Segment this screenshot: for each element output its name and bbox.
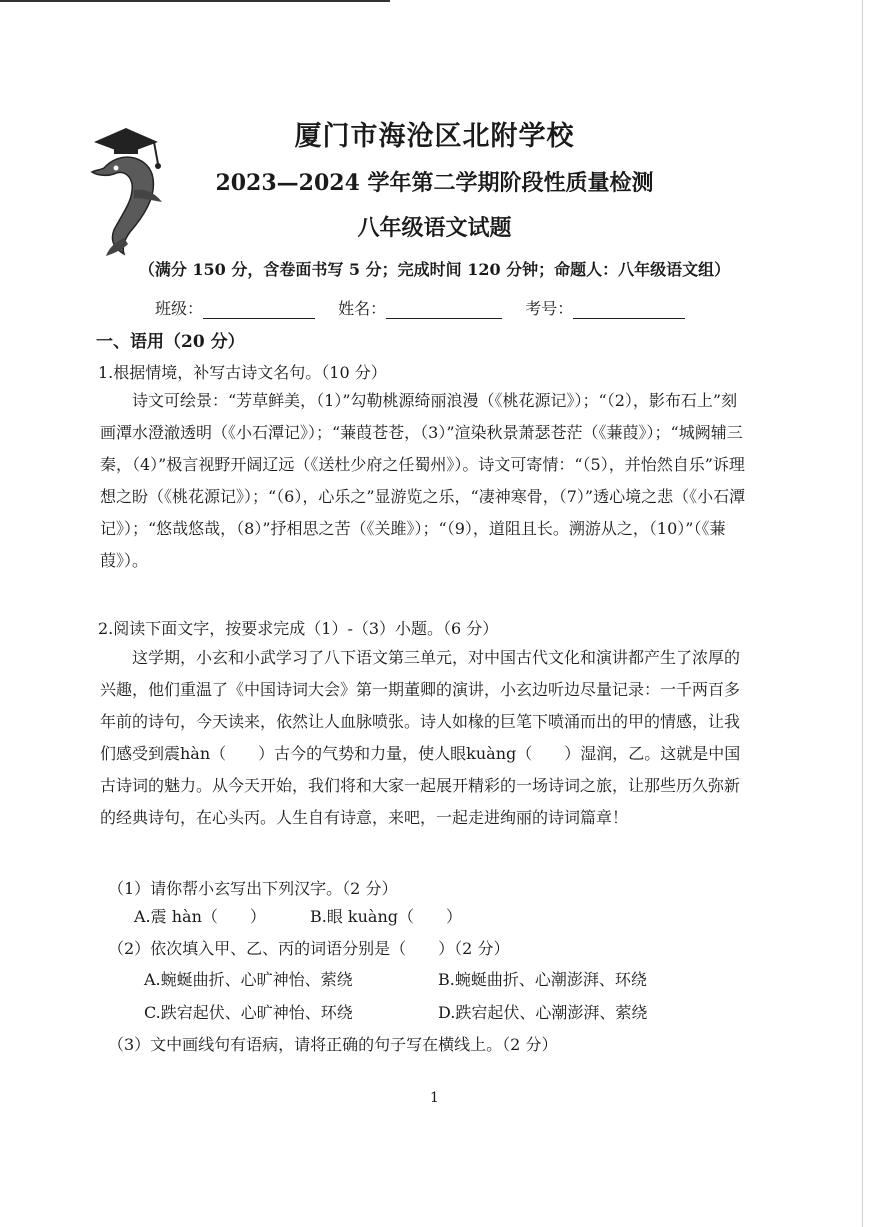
q2-sub2-option-a: A.蜿蜒曲折、心旷神怡、萦绕: [144, 970, 353, 989]
q2-sub1-title: （1）请你帮小玄写出下列汉字。（2 分）: [108, 879, 398, 898]
q2-title: 2.阅读下面文字，按要求完成（1）-（3）小题。（6 分）: [98, 619, 499, 638]
school-title: 厦门市海沧区北附学校: [294, 121, 575, 152]
term-title: 2023—2024 学年第二学期阶段性质量检测: [215, 170, 654, 196]
q2-sub2-option-c: C.跌宕起伏、心旷神怡、环绕: [144, 1003, 353, 1022]
name-blank[interactable]: [386, 304, 502, 319]
q2-sub3-title: （3）文中画线句有语病，请将正确的句子写在横线上。（2 分）: [108, 1035, 558, 1054]
q2-sub2-option-b: B.蜿蜒曲折、心潮澎湃、环绕: [438, 970, 647, 989]
student-info-fields: [155, 296, 703, 319]
exam-number-label: 考号：: [525, 299, 574, 318]
q2-sub2-title: （2）依次填入甲、乙、丙的词语分别是（ ）（2 分）: [108, 939, 510, 958]
exam-meta: （满分 150 分，含卷面书写 5 分；完成时间 120 分钟；命题人：八年级语文组）: [138, 260, 731, 279]
name-label: 姓名：: [338, 299, 387, 318]
q2-sub1-option-a: A.震 hàn（ ）: [134, 907, 266, 926]
subject-title: 八年级语文试题: [357, 215, 512, 241]
class-label: 班级：: [155, 299, 204, 318]
exam-number-field[interactable]: [525, 296, 685, 319]
section-title: 一、语用（20 分）: [96, 332, 245, 352]
class-field[interactable]: [155, 296, 315, 319]
scan-edge-top: [0, 0, 390, 2]
q1-text: 诗文可绘景：“芳草鲜美，（1）”勾勒桃源绮丽浪漫（《桃花源记》）；“（2），影布石上”刻画潭水澄澈透明（《小石潭记》）；“蒹葭苍苍，（3）”渲染秋景萧瑟苍茫（《蒹葭》）；“城阙辅三秦，（4）”极言视野开阔辽远（《送杜少府之任蜀州》）。诗文可寄情：“（5），并怡然自乐”诉理想之盼（《桃花源记》）；“（6），心乐之”显游览之乐，“凄神寒骨，（7）”透心境之悲（《小石潭记》）；“悠哉悠哉，（8）”抒相思之苦（《关雎》）；“（9），道阻且长。溯游从之，（10）”（《蒹葭》）。: [100, 391, 746, 570]
page-number: 1: [430, 1090, 439, 1106]
class-blank[interactable]: [203, 304, 315, 319]
q2-sub2-option-d: D.跌宕起伏、心潮澎湃、萦绕: [438, 1003, 648, 1022]
exam-number-blank[interactable]: [573, 304, 685, 319]
q1-title: 1.根据情境，补写古诗文名句。（10 分）: [98, 363, 387, 382]
q2-passage: 这学期，小玄和小武学习了八下语文第三单元，对中国古代文化和演讲都产生了浓厚的兴趣，他们重温了《中国诗词大会》第一期董卿的演讲，小玄边听边尽量记录：一千两百多年前的诗句，今天读来，依然让人血脉喷张。诗人如椽的巨笔下喷涌而出的甲的情感，让我们感受到震hàn（ ）古今的气势和力量，使人眼kuàng（ ）湿润，乙。这就是中国古诗词的魅力。从今天开始，我们将和大家一起展开精彩的一场诗词之旅，让那些历久弥新的经典诗句，在心头丙。人生自有诗意，来吧，一起走进绚丽的诗词篇章！: [100, 648, 741, 827]
q2-sub1-option-b: B.眼 kuàng（ ）: [310, 907, 463, 926]
name-field[interactable]: [338, 296, 502, 319]
